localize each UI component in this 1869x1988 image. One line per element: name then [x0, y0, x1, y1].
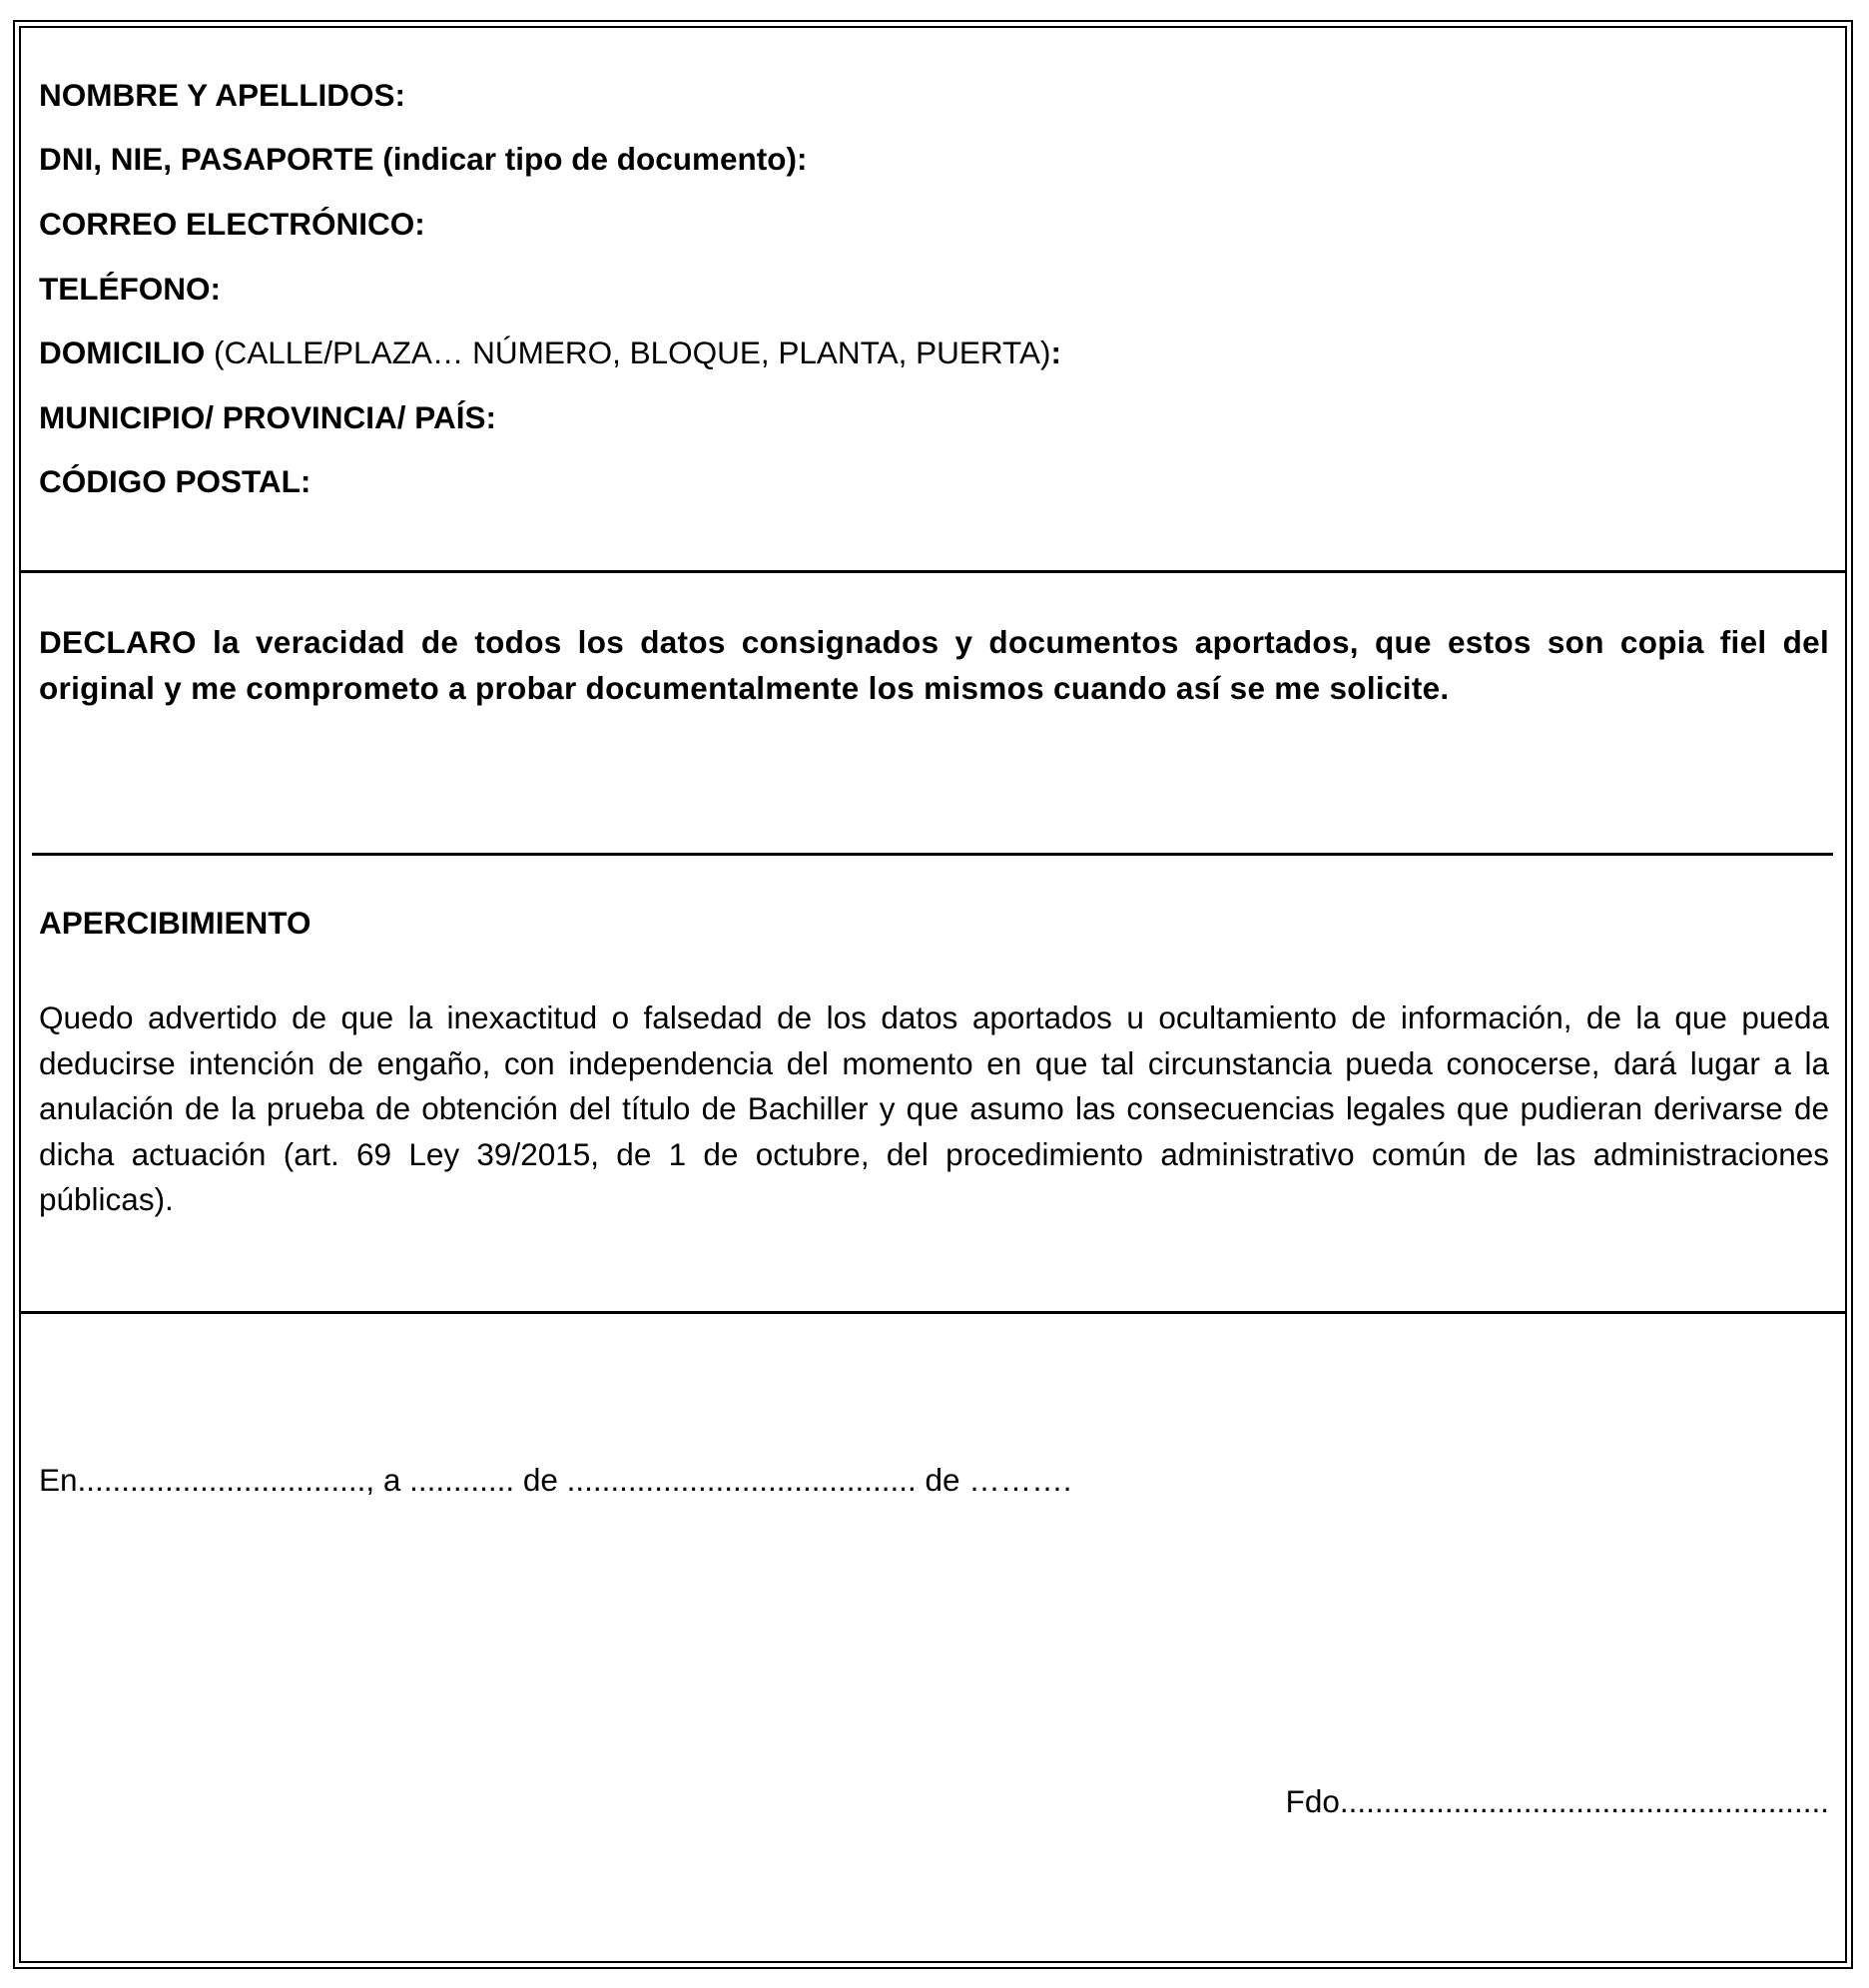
field-dni-nie-pasaporte: DNI, NIE, PASAPORTE (indicar tipo de documento):	[39, 141, 808, 177]
declaration-text: DECLARO la veracidad de todos los datos consignados y documentos aportados, que estos son copia fiel del original y me comprometo a probar documentalmente los mismos cuando así se me solicite.	[39, 624, 1829, 706]
place-date-line: En................................., a ............ de ........................................ de ……….	[39, 1462, 1072, 1498]
warning-text: Quedo advertido de que la inexactitud o falsedad de los datos aportados u ocultamiento de información, de la que pueda deducirse intención de engaño, con independencia del momento en que tal circunstancia pueda conocerse, dará lugar a la anulación de la prueba de obtención del título de Bachiller y que asumo las consecuencias legales que pudieran derivarse de dicha actuación (art. 69 Ley 39/2015, de 1 de octubre, del procedimiento administrativo común de las administraciones públicas).	[39, 999, 1829, 1217]
section-divider	[32, 853, 1833, 856]
warning-title: APERCIBIMIENTO	[39, 905, 312, 941]
section-divider	[19, 570, 1847, 573]
field-codigo-postal: CÓDIGO POSTAL:	[39, 463, 312, 499]
field-domicilio-detail: (CALLE/PLAZA… NÚMERO, BLOQUE, PLANTA, PUERTA)	[205, 334, 1051, 370]
field-domicilio	[39, 334, 1061, 370]
field-correo-electronico: CORREO ELECTRÓNICO:	[39, 206, 425, 242]
field-telefono: TELÉFONO:	[39, 271, 221, 307]
field-domicilio-colon: :	[1050, 334, 1061, 370]
section-divider	[19, 1311, 1847, 1314]
form-inner-border	[19, 26, 1847, 1963]
field-municipio-provincia-pais: MUNICIPIO/ PROVINCIA/ PAÍS:	[39, 399, 496, 435]
field-domicilio-label: DOMICILIO	[39, 334, 206, 370]
field-nombre-apellidos: NOMBRE Y APELLIDOS:	[39, 77, 405, 113]
signature-line: Fdo........................................................	[1285, 1783, 1829, 1819]
